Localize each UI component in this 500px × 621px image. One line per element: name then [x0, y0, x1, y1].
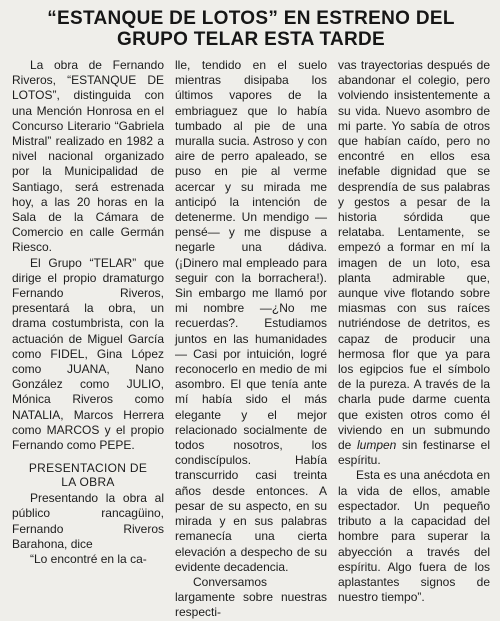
column-1 — [12, 58, 164, 567]
paragraph: lle, tendido en el suelo mientras disipaba los últimos vapores de la embriaguez que lo había tumbado al pie de una muralla sucia. Astroso y con aire de perro apaleado, se puso en pie al verme acercar y su mirada me anticipó la intención de detenerme. Un mendigo —pensé— y me dispuse a negarle una dádiva. (¡Dinero mal empleado para seguir con la borrachera!). Sin embargo me llamó por mi nombre —¿No me recuerdas?. Estudiamos juntos en las humanidades— Casi por intuición, logré reconocerlo en medio de mi asombro. El que tenía ante mí había sido el más elegante y el mejor relacionado socialmente de todos nosotros, los condiscípulos. Había transcurrido casi treinta años desde entonces. A pesar de su aspecto, en su mirada y en sus palabras remanecía una cierta elevación a despecho de su evidente decadencia. — [175, 58, 327, 574]
column-3 — [338, 58, 490, 605]
paragraph — [338, 58, 490, 468]
italic-word: lumpen — [357, 438, 397, 453]
article-body — [12, 58, 490, 621]
headline-line-1: “ESTANQUE DE LOTOS” EN ESTRENO DEL — [47, 8, 455, 29]
paragraph: Conversamos largamente sobre nuestras respecti- — [175, 574, 327, 620]
paragraph: El Grupo “TELAR” que dirige el propio dramaturgo Fernando Riveros, presentará la obra, un drama costumbrista, con la actuación de Miguel García como FIDEL, Gina López como JUANA, Nano González como JULIO, Mónica Riveros como NATALIA, Marcos Herrera como MARCOS y el propio Fernando como PEPE. — [12, 255, 164, 453]
paragraph-text: vas trayectorias después de abandonar el colegio, pero volviendo insistentemente a su vida. Nuevo asombro de mi parte. Yo sabía de otros que habían caído, pero no encontré en ellos esa inefable dignidad que se desprendía de sus palabras y gestos a pesar de la historia sórdida que relataba. Lentamente, se empezó a formar en mí la imagen de un loto, esa planta admirable que, aunque vive flotando sobre miasmas con sus raíces nutriéndose de detritos, es capaz de producir una hermosa flor que ya para los egipcios fue el símbolo de la pureza. A través de la charla pude darme cuenta que existen otros como él viviendo en un submundo de — [338, 58, 490, 453]
paragraph: Presentando la obra al público rancagüino, Fernando Riveros Barahona, dice — [12, 491, 164, 551]
section-heading — [12, 461, 164, 489]
section-heading-line-2: LA OBRA — [61, 475, 115, 490]
section-heading-line-1: PRESENTACION DE — [28, 461, 148, 476]
paragraph: La obra de Fernando Riveros, “ESTANQUE DE LOTOS”, distinguida con una Mención Honrosa en el Concurso Literario “Gabriela Mistral” realizado en 1982 a nivel nacional organizado por la Municipalidad de Santiago, será estrenada hoy, a las 20 horas en la Sala de la Cámara de Comercio en calle Germán Riesco. — [12, 58, 164, 255]
paragraph: Esta es una anécdota en la vida de ellos, amable espectador. Un pequeño tributo a la capacidad del hombre para superar la abyección a través del espíritu. Algo fuera de los aplastantes signos de nuestro tiempo”. — [338, 468, 490, 605]
column-2 — [175, 58, 327, 621]
paragraph-text: sin festinarse el espíritu. — [338, 438, 490, 468]
headline-line-2: GRUPO TELAR ESTA TARDE — [116, 29, 386, 50]
headline — [12, 8, 490, 50]
paragraph: “Lo encontré en la ca- — [30, 552, 147, 567]
